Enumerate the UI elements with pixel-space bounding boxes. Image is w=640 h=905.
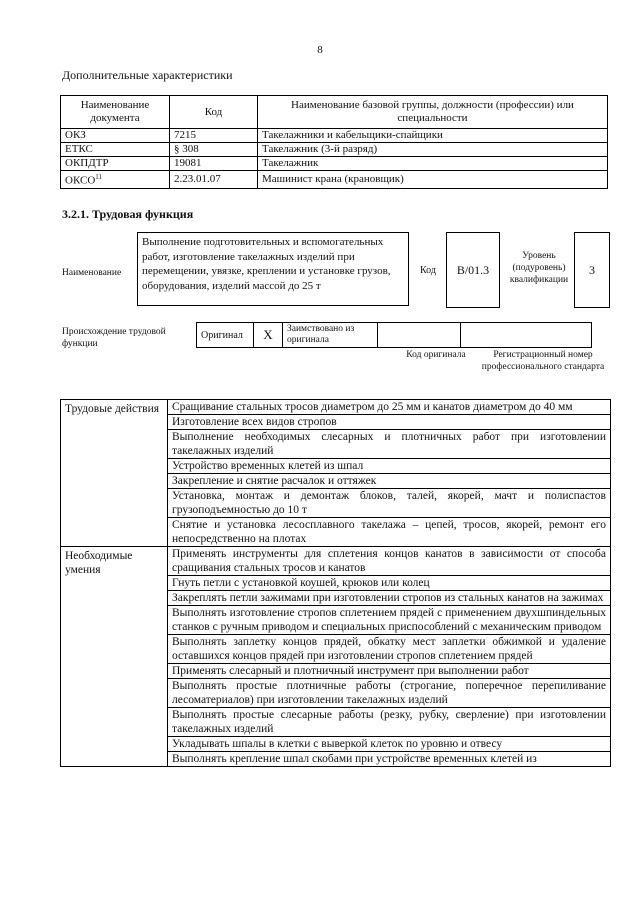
function-details-body bbox=[61, 400, 611, 767]
table-row bbox=[61, 129, 608, 143]
code-cell: 2.23.01.07 bbox=[170, 171, 258, 189]
name-cell: Такелажники и кабельщики-спайщики bbox=[258, 129, 608, 143]
doc-name: ОКПДТР bbox=[65, 157, 109, 169]
origin-mark: X bbox=[254, 323, 283, 348]
doc-cell bbox=[61, 129, 170, 143]
origin-reg-cell bbox=[461, 323, 592, 348]
list-item: Устройство временных клетей из шпал bbox=[168, 459, 611, 474]
list-item: Гнуть петли с установкой коушей, крюков или колец bbox=[168, 576, 611, 591]
function-heading: 3.2.1. Трудовая функция bbox=[62, 207, 194, 221]
doc-name: ОКЗ bbox=[65, 129, 86, 141]
table-header-row bbox=[61, 96, 608, 129]
function-code-label: Код bbox=[420, 265, 436, 276]
qualification-level: 3 bbox=[574, 232, 610, 308]
table-row bbox=[61, 143, 608, 157]
name-cell: Машинист крана (крановщик) bbox=[258, 171, 608, 189]
footnote-ref: 11 bbox=[95, 173, 103, 181]
origin-original: Оригинал bbox=[197, 323, 254, 348]
labor-actions-label: Трудовые действия bbox=[61, 400, 168, 547]
page-number: 8 bbox=[317, 44, 323, 56]
list-item: Закрепление и снятие расчалок и оттяжек bbox=[168, 474, 611, 489]
section-title: Дополнительные характеристики bbox=[62, 68, 233, 82]
header-name: Наименование базовой группы, должности (профессии) или специальности bbox=[258, 96, 608, 129]
origin-table bbox=[196, 322, 592, 348]
code-cell: § 308 bbox=[170, 143, 258, 157]
function-name: Выполнение подготовительных и вспомогательных работ, изготовление такелажных изделий при перемещении, увязке, креплении и установке грузов, оборудования, изделий массой до 25 т bbox=[137, 232, 409, 306]
function-details-table bbox=[60, 399, 611, 767]
name-cell: Такелажник (3-й разряд) bbox=[258, 143, 608, 157]
origin-code-cell bbox=[378, 323, 461, 348]
list-item: Установка, монтаж и демонтаж блоков, талей, якорей, мачт и полиспастов грузоподъемностью до 10 т bbox=[168, 489, 611, 518]
function-name-label: Наименование bbox=[62, 268, 122, 278]
skills-label: Необходимые умения bbox=[61, 547, 168, 767]
header-code: Код bbox=[170, 96, 258, 129]
list-item: Выполнять простые слесарные работы (резку, рубку, сверление) при изготовлении такелажных изделий bbox=[168, 708, 611, 737]
code-cell: 7215 bbox=[170, 129, 258, 143]
code-cell: 19081 bbox=[170, 157, 258, 171]
origin-code-caption: Код оригинала bbox=[406, 350, 466, 360]
list-item: Снятие и установка лесосплавного такелажа – цепей, тросов, якорей, ремонт его непосредственно на плотах bbox=[168, 518, 611, 547]
list-item: Закреплять петли зажимами при изготовлении стропов из стальных канатов на зажимах bbox=[168, 591, 611, 606]
characteristics-table bbox=[60, 95, 608, 189]
list-item: Укладывать шпалы в клетки с выверкой клеток по уровню и отвесу bbox=[168, 737, 611, 752]
list-item: Применять слесарный и плотничный инструмент при выполнении работ bbox=[168, 664, 611, 679]
list-item: Применять инструменты для сплетения концов канатов в зависимости от способа сращивания стальных тросов и канатов bbox=[168, 547, 611, 576]
list-item: Выполнять изготовление стропов сплетением прядей с применением двухшпиндельных станков с ручным приводом и специальных приспособлений с механическим приводом bbox=[168, 606, 611, 635]
origin-borrowed: Заимствовано из оригинала bbox=[283, 323, 378, 348]
list-item: Выполнять крепление шпал скобами при устройстве временных клетей из bbox=[168, 752, 611, 767]
table-row bbox=[61, 157, 608, 171]
doc-cell bbox=[61, 171, 170, 189]
list-item: Выполнять простые плотничные работы (строгание, поперечное перепиливание лесоматериалов) при изготовлении такелажных изделий bbox=[168, 679, 611, 708]
list-item: Выполнение необходимых слесарных и плотничных работ при изготовлении такелажных изделий bbox=[168, 430, 611, 459]
table-row bbox=[61, 400, 611, 415]
table-row bbox=[61, 547, 611, 576]
doc-cell bbox=[61, 143, 170, 157]
doc-name: ОКСО bbox=[65, 174, 96, 187]
qualification-level-label: Уровень (подуровень) квалификации bbox=[509, 251, 569, 285]
name-cell: Такелажник bbox=[258, 157, 608, 171]
doc-name: ЕТКС bbox=[65, 143, 93, 155]
origin-label: Происхождение трудовой функции bbox=[62, 327, 166, 349]
list-item: Изготовление всех видов стропов bbox=[168, 415, 611, 430]
table-row bbox=[61, 171, 608, 189]
header-doc: Наименование документа bbox=[61, 96, 170, 129]
origin-reg-caption: Регистрационный номер профессионального стандарта bbox=[481, 350, 605, 372]
characteristics-body bbox=[61, 129, 608, 189]
list-item: Выполнять заплетку концов прядей, обкатку мест заплетки обжимкой и удаление оставшихся концов прядей при изготовлении стропов сплетением прядей bbox=[168, 635, 611, 664]
function-code: B/01.3 bbox=[446, 232, 500, 308]
doc-cell bbox=[61, 157, 170, 171]
list-item: Сращивание стальных тросов диаметром до 25 мм и канатов диаметром до 40 мм bbox=[168, 400, 611, 415]
